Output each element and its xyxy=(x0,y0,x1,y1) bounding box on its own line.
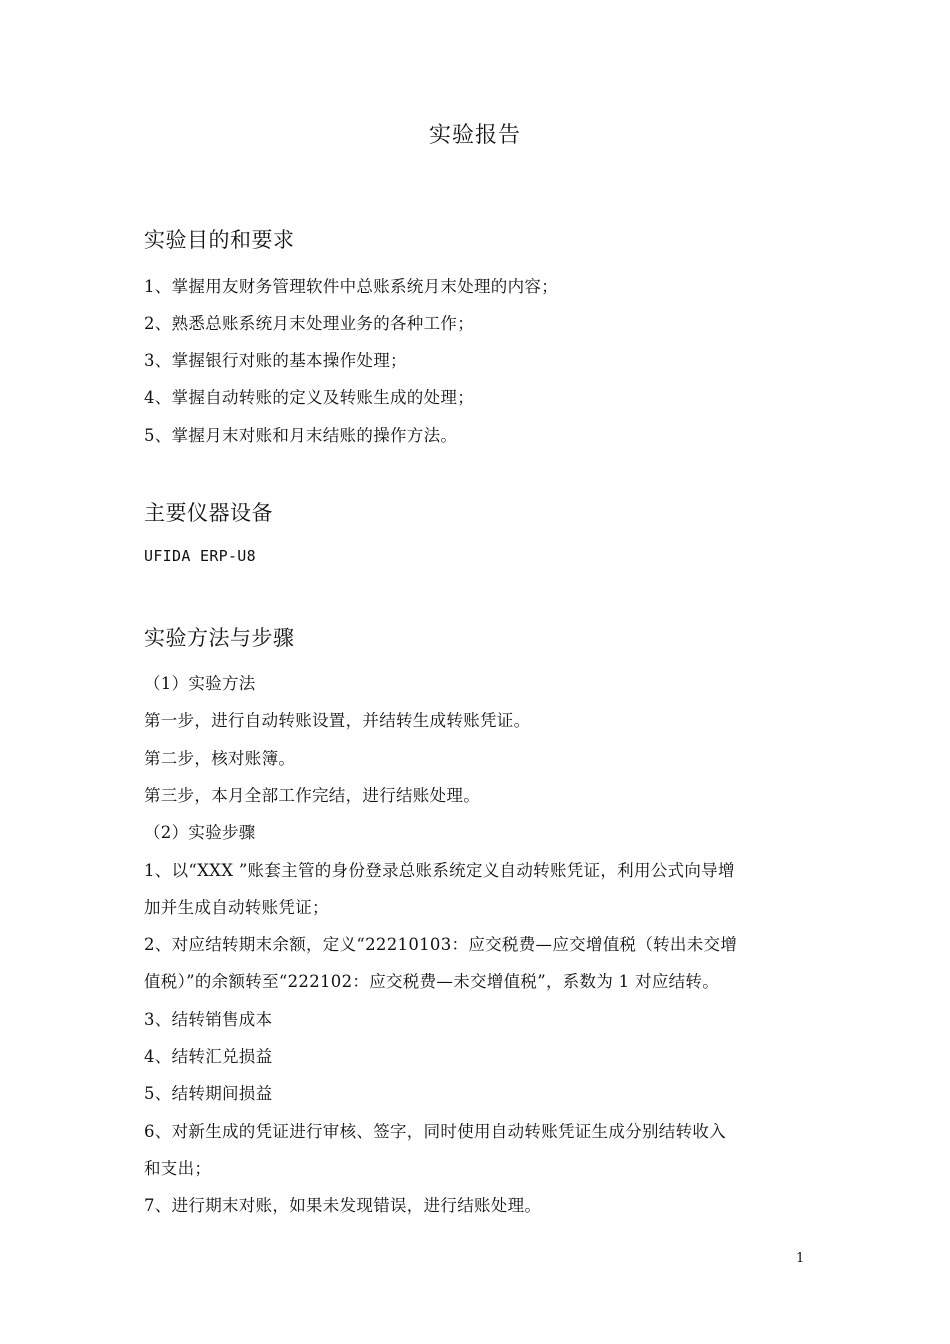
section-heading-equipment: 主要仪器设备 xyxy=(144,501,273,525)
step-line: 7、进行期末对账，如果未发现错误，进行结账处理。 xyxy=(144,1196,542,1215)
method-step: 第二步，核对账簿。 xyxy=(144,749,296,768)
purpose-item: 4、掌握自动转账的定义及转账生成的处理； xyxy=(144,388,474,407)
document-title: 实验报告 xyxy=(428,123,521,148)
step-line: 加并生成自动转账凭证； xyxy=(144,898,329,917)
purpose-item: 1、掌握用友财务管理软件中总账系统月末处理的内容； xyxy=(144,277,558,296)
method-label: （1）实验方法 xyxy=(144,674,256,693)
step-line: 值税）”的余额转至“222102：应交税费—未交增值税”，系数为 1 对应结转。 xyxy=(144,972,720,991)
step-line: 5、结转期间损益 xyxy=(144,1084,273,1103)
step-line: 6、对新生成的凭证进行审核、签字，同时使用自动转账凭证生成分别结转收入 xyxy=(144,1122,726,1141)
step-line: 2、对应结转期末余额，定义“22210103：应交税费—应交增值税（转出未交增 xyxy=(144,935,738,954)
step-line: 1、以“XXX ”账套主管的身份登录总账系统定义自动转账凭证，利用公式向导增 xyxy=(144,861,735,880)
method-step: 第三步，本月全部工作完结，进行结账处理。 xyxy=(144,786,480,805)
step-line: 和支出； xyxy=(144,1159,212,1178)
method-step: 第一步，进行自动转账设置，并结转生成转账凭证。 xyxy=(144,711,531,730)
section-heading-method: 实验方法与步骤 xyxy=(144,626,295,650)
steps-label: （2）实验步骤 xyxy=(144,823,256,842)
purpose-item: 5、掌握月末对账和月末结账的操作方法。 xyxy=(144,426,458,445)
purpose-item: 2、熟悉总账系统月末处理业务的各种工作； xyxy=(144,314,474,333)
page-number: 1 xyxy=(796,1251,805,1266)
section-heading-purpose: 实验目的和要求 xyxy=(144,228,295,252)
equipment-text: UFIDA ERP-U8 xyxy=(144,547,256,565)
purpose-item: 3、掌握银行对账的基本操作处理； xyxy=(144,351,407,370)
step-line: 4、结转汇兑损益 xyxy=(144,1047,273,1066)
step-line: 3、结转销售成本 xyxy=(144,1010,273,1029)
